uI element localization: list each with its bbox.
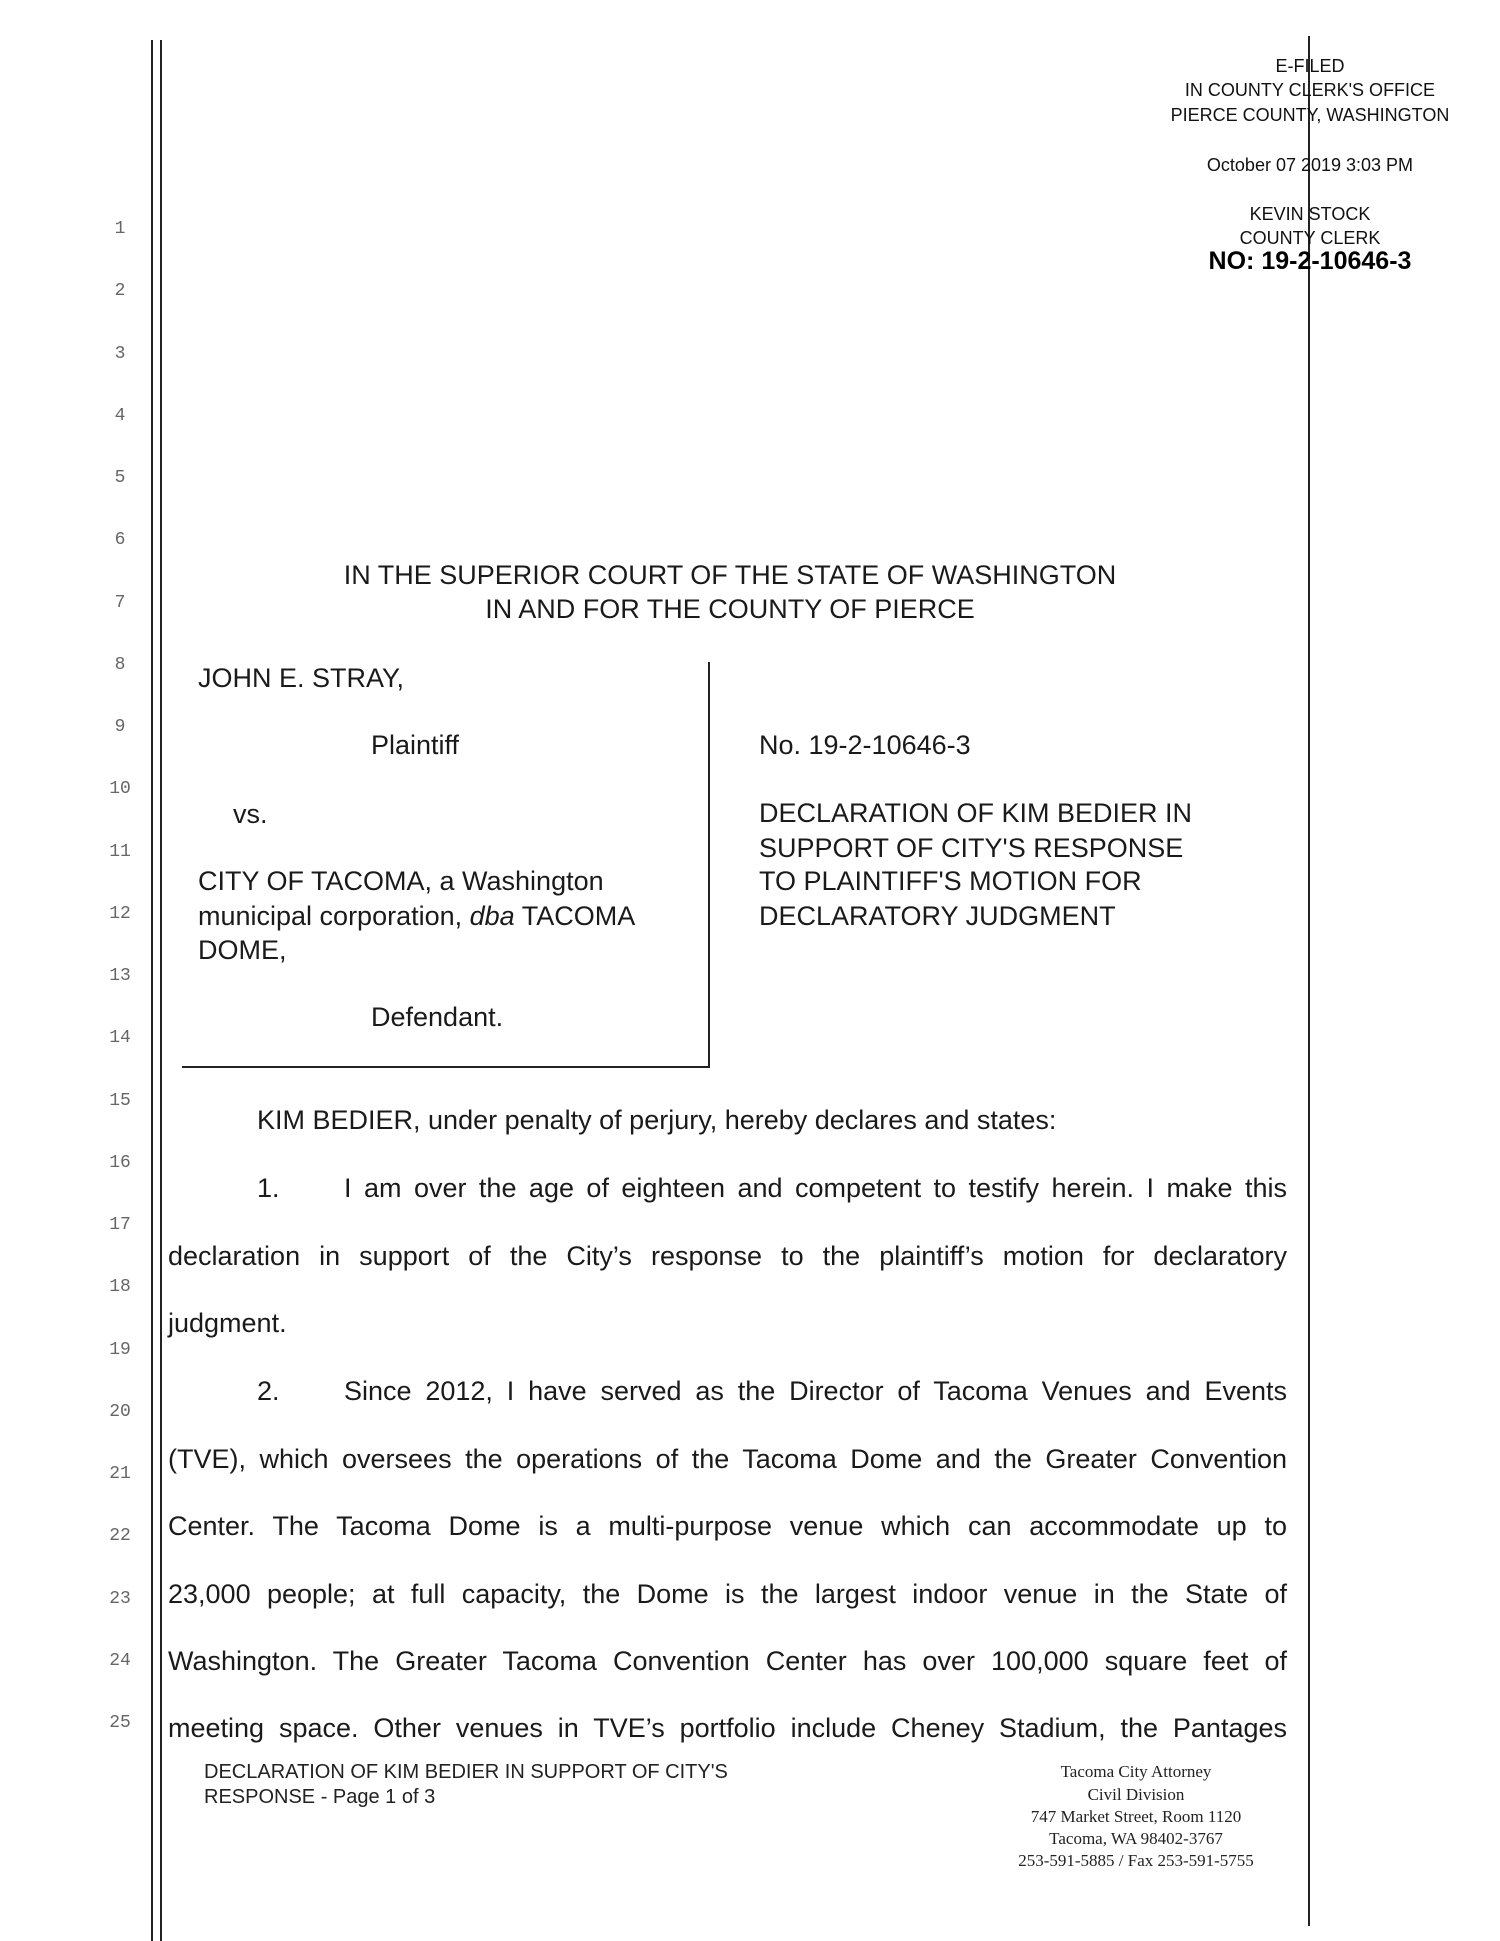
line-number: 19 [109,1339,131,1360]
defendant-label: Defendant. [371,1002,504,1032]
left-margin-rule-inner [160,40,162,1941]
intro-statement: KIM BEDIER, under penalty of perjury, hereby declares and states: [257,1105,1057,1135]
court-heading-line1: IN THE SUPERIOR COURT OF THE STATE OF WASHINGTON [343,560,1117,590]
document-title-line: DECLARATORY JUDGMENT [759,901,1116,931]
line-number: 20 [109,1401,131,1422]
paragraph-number: 2. [257,1376,280,1406]
paragraph-line: declaration in support of the City’s response to the plaintiff’s motion for declaratory [168,1241,1287,1271]
paragraph-line: I am over the age of eighteen and competent to testify herein. I make this [344,1173,1287,1203]
footer-address-line: Tacoma City Attorney [1060,1762,1212,1781]
document-title-line: DECLARATION OF KIM BEDIER IN [759,798,1193,828]
defendant-line3: DOME, [198,935,287,965]
line-number: 18 [109,1277,131,1298]
vs-label: vs. [233,799,268,829]
line-number: 7 [114,592,126,613]
line-number: 6 [114,530,126,551]
plaintiff-name: JOHN E. STRAY, [198,663,405,693]
line-number: 22 [109,1526,131,1547]
document-title-line: SUPPORT OF CITY'S RESPONSE [759,833,1184,863]
caption-divider-horizontal [182,1066,710,1068]
line-number: 4 [114,405,126,426]
paragraph-line: Center. The Tacoma Dome is a multi-purpose venue which can accommodate up to [168,1511,1287,1541]
line-number: 11 [109,841,131,862]
stamp-datetime: October 07 2019 3:03 PM [1206,155,1414,175]
line-number: 24 [109,1650,131,1671]
defendant-line2-b: TACOMA [514,901,636,931]
line-number: 14 [109,1028,131,1049]
footer-address-line: Civil Division [1087,1785,1185,1804]
line-number: 1 [114,219,126,239]
line-number: 21 [109,1464,131,1484]
case-number: No. 19-2-10646-3 [759,730,971,760]
caption-divider-vertical [708,662,710,1068]
paragraph-line: meeting space. Other venues in TVE’s portfolio include Cheney Stadium, the Pantages [168,1713,1287,1743]
court-heading-line2: IN AND FOR THE COUNTY OF PIERCE [485,594,975,624]
plaintiff-label: Plaintiff [371,730,460,760]
defendant-line2 [198,900,635,932]
line-number: 9 [114,717,126,737]
paragraph-line: 23,000 people; at full capacity, the Dome is the largest indoor venue in the State of [168,1579,1287,1609]
stamp-clerk-title: COUNTY CLERK [1239,228,1381,248]
footer-address-line: 747 Market Street, Room 1120 [1030,1807,1242,1826]
defendant-line1: CITY OF TACOMA, a Washington [198,866,604,896]
footer-title-line2: RESPONSE - Page 1 of 3 [204,1786,436,1808]
line-number: 15 [109,1090,131,1111]
stamp-line: IN COUNTY CLERK'S OFFICE [1184,80,1436,100]
line-number: 16 [109,1152,131,1173]
line-number: 17 [109,1215,131,1235]
line-number: 12 [109,903,131,924]
paragraph-line: Washington. The Greater Tacoma Convention Center has over 100,000 square feet of [168,1646,1287,1676]
line-number: 3 [114,343,126,364]
paragraph-line: judgment. [168,1308,287,1338]
line-number: 23 [109,1588,131,1609]
line-number: 13 [109,966,131,986]
line-number: 2 [114,281,126,302]
right-margin-rule [1308,36,1310,1926]
footer-address-line: Tacoma, WA 98402-3767 [1049,1829,1223,1848]
left-margin-rule-outer [151,40,153,1941]
line-number: 10 [109,779,131,800]
stamp-line: PIERCE COUNTY, WASHINGTON [1170,105,1450,125]
footer-address-line: 253-591-5885 / Fax 253-591-5755 [1018,1851,1254,1870]
stamp-line: E-FILED [1275,56,1345,76]
document-title-line: TO PLAINTIFF'S MOTION FOR [759,866,1142,896]
paragraph-line: Since 2012, I have served as the Director of Tacoma Venues and Events [344,1376,1287,1406]
stamp-clerk-name: KEVIN STOCK [1249,204,1371,224]
dba-italic: dba [469,901,515,931]
defendant-line2-a: municipal corporation, [198,901,470,931]
footer-title-line1: DECLARATION OF KIM BEDIER IN SUPPORT OF CITY'S [204,1761,728,1783]
line-number: 8 [114,654,126,675]
paragraph-line: (TVE), which oversees the operations of the Tacoma Dome and the Greater Convention [168,1444,1287,1474]
stamp-case-no: NO: 19-2-10646-3 [1208,247,1412,275]
line-number: 25 [109,1713,131,1733]
line-number: 5 [114,468,126,488]
paragraph-number: 1. [257,1173,280,1203]
